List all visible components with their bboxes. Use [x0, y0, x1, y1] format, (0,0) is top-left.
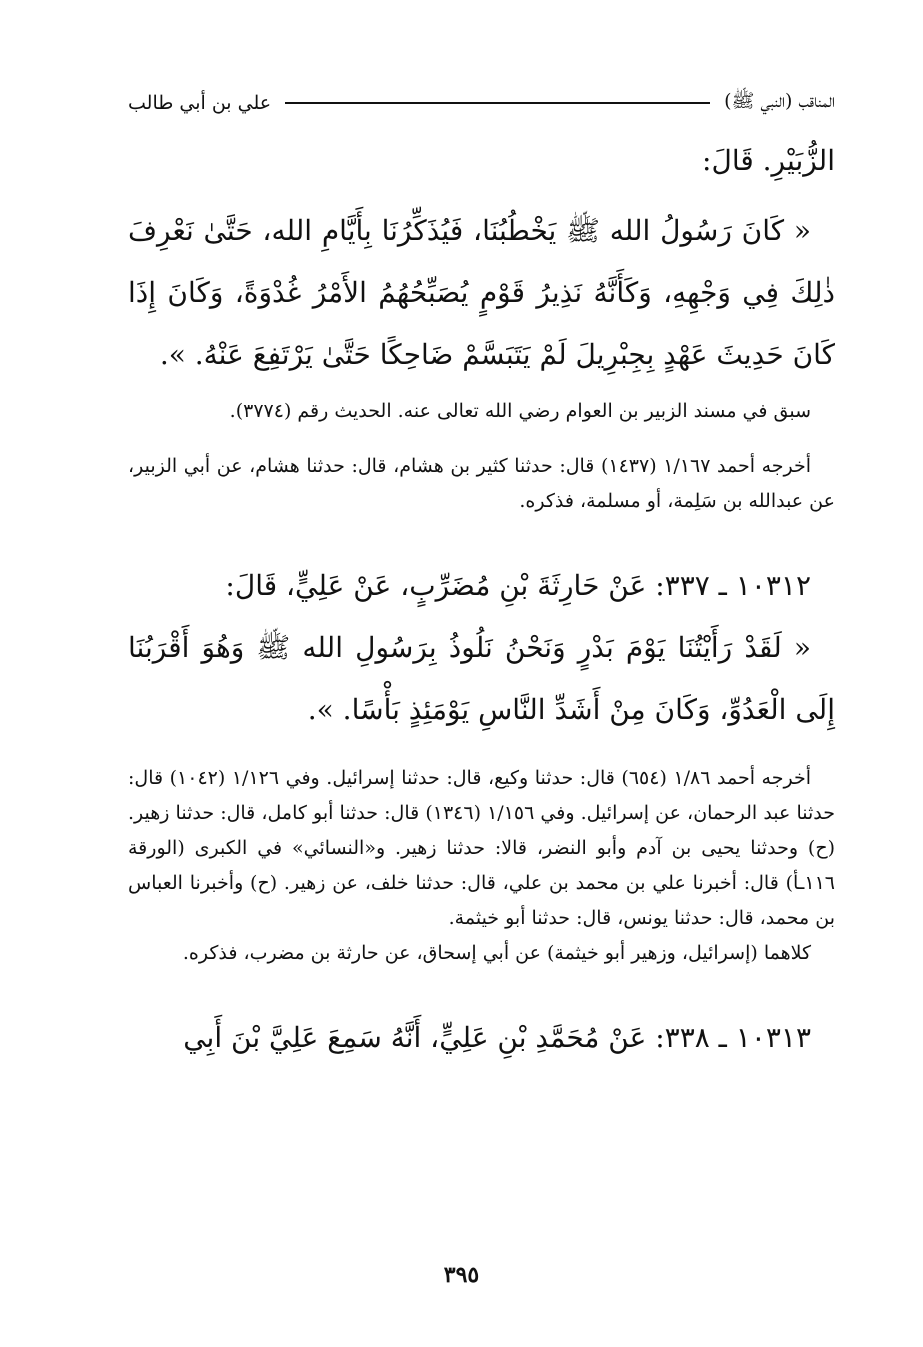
- hadith-heading: ١٠٣١٢ ـ ٣٣٧: عَنْ حَارِثَةَ بْنِ مُضَرِّبٍ، عَنْ عَلِيٍّ، قَالَ:: [225, 569, 811, 602]
- takhrij-summary-note: كلاهما (إسرائيل، وزهير أبو خيثمة) عن أبي إسحاق، عن حارثة بن مضرب، فذكره.: [182, 942, 811, 964]
- takhrij-note: أخرجه أحمد ١/٨٦ (٦٥٤) قال: حدثنا وكيع، قال: حدثنا إسرائيل. وفي ١/١٢٦ (١٠٤٢) قال: حدثنا عبد الرحمان، عن إسرائيل. وفي ١/١٥٦ (١٣٤٦) قال: حدثنا أبو كامل، قال: حدثنا زهير. (ح) وحدثنا يحيى بن آدم وأبو النضر، قالا: حدثنا زهير. و«النسائي» في الكبرى (الورقة ١١٦ـأ) قال: أخبرنا علي بن محمد بن علي، قال: حدثنا خلف، عن زهير. (ح) وأخبرنا العباس بن محمد، قال: حدثنا يونس، قال: حدثنا أبو خيثمة.: [128, 767, 835, 929]
- header-section-title: علي بن أبي طالب: [128, 92, 272, 114]
- header-rule: [285, 102, 710, 104]
- page-body: [128, 130, 835, 1069]
- cross-reference-note: سبق في مسند الزبير بن العوام رضي الله تعالى عنه. الحديث رقم (٣٧٧٤).: [229, 400, 811, 422]
- running-header: [128, 88, 835, 118]
- hadith-text: « لَقَدْ رَأَيْتُنَا يَوْمَ بَدْرٍ وَنَحْنُ نَلُوذُ بِرَسُولِ الله ﷺ وَهُوَ أَقْرَبُنَا إِلَى الْعَدُوِّ، وَكَانَ مِنْ أَشَدِّ النَّاسِ يَوْمَئِذٍ بَأْسًا. ».: [128, 631, 835, 726]
- takhrij-note: أخرجه أحمد ١/١٦٧ (١٤٣٧) قال: حدثنا كثير بن هشام، قال: حدثنا هشام، عن أبي الزبير، عن عبدالله بن سَلِمة، أو مسلمة، فذكره.: [128, 455, 835, 512]
- page-number: ٣٩٥: [443, 1262, 480, 1288]
- hadith-continuation: الزُّبَيْرِ. قَالَ:: [702, 144, 835, 177]
- hadith-text: « كَانَ رَسُولُ الله ﷺ يَخْطُبُنَا، فَيُذَكِّرُنَا بِأَيَّامِ الله، حَتَّىٰ نَعْرِفَ ذٰلِكَ فِي وَجْهِهِ، وَكَأَنَّهُ نَذِيرُ قَوْمٍ يُصَبِّحُهُمُ الأَمْرُ غُدْوَةً، وَكَانَ إِذَا كَانَ حَدِيثَ عَهْدٍ بِجِبْرِيلَ لَمْ يَتَبَسَّمْ ضَاحِكًا حَتَّىٰ يَرْتَفِعَ عَنْهُ. ».: [128, 214, 835, 371]
- header-chapter-title: المناقب (النبي ﷺ): [724, 90, 835, 112]
- hadith-heading: ١٠٣١٣ ـ ٣٣٨: عَنْ مُحَمَّدِ بْنِ عَلِيٍّ، أَنَّهُ سَمِعَ عَلِيَّ بْنَ أَبِي: [183, 1021, 811, 1054]
